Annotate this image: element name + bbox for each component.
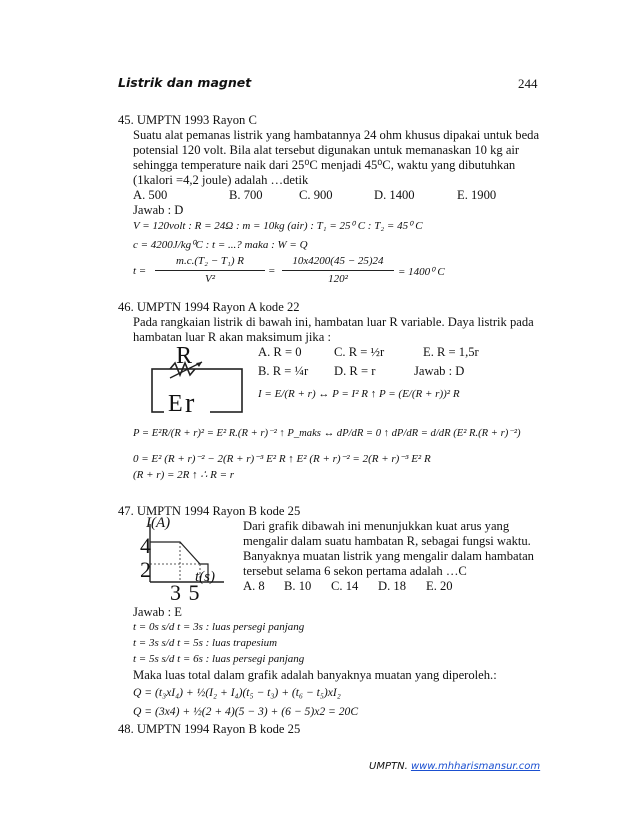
q45-body-2: potensial 120 volt. Bila alat tersebut digunakan untuk memanaskan 10 kg air xyxy=(133,143,520,157)
circuit-e-label: E xyxy=(168,391,183,417)
q45-eq3-eq: = xyxy=(268,265,276,277)
page-number: 244 xyxy=(518,76,538,91)
q45-eq2: c = 4200J/kg⁰C : t = ...? maka : W = Q xyxy=(133,239,308,251)
q46-body-2: hambatan luar R akan maksimum jika : xyxy=(133,330,331,344)
circuit-internal-r-label: r xyxy=(185,388,195,419)
q47-body-1: Dari grafik dibawah ini menunjukkan kuat arus yang xyxy=(243,519,510,533)
q46-body-1: Pada rangkaian listrik di bawah ini, hambatan luar R variable. Daya listrik pada xyxy=(133,315,534,329)
graph-y-tick-4: 4 xyxy=(140,533,151,558)
graph-x-axis-label: t(s) xyxy=(195,569,215,585)
q45-eq3-lhs: t = xyxy=(133,265,147,277)
q46-option-e: E. R = 1,5r xyxy=(423,345,479,359)
q45-body-1: Suatu alat pemanas listrik yang hambatannya 24 ohm khusus dipakai untuk beda xyxy=(133,128,540,142)
q45-eq3-num2: 10x4200(45 − 25)24 xyxy=(292,255,384,267)
q45-eq3-den2: 120² xyxy=(328,273,348,285)
q47-body-4: tersebut selama 6 sekon pertama adalah …C xyxy=(243,564,467,578)
q45-option-c: C. 900 xyxy=(299,188,333,202)
q45-option-b: B. 700 xyxy=(229,188,263,202)
q45-eq1: V = 120volt : R = 24Ω : m = 10kg (air) : T₁ = 25⁰ C : T₂ = 45⁰ C xyxy=(133,220,423,232)
q45-eq3-den: V² xyxy=(204,273,216,285)
circuit-r-label: R xyxy=(176,343,193,369)
footer-label: UMPTN. xyxy=(369,761,408,772)
q47-eq2: Q = (3x4) + ½(2 + 4)(5 − 3) + (6 − 5)x2 = 20C xyxy=(133,705,359,718)
q45-option-a: A. 500 xyxy=(133,188,168,202)
graph-y-tick-2: 2 xyxy=(140,557,151,582)
q47-answer: Jawab : E xyxy=(133,605,182,619)
graph-x-ticks: 3 5 xyxy=(170,580,201,605)
q47-option-a: A. 8 xyxy=(243,579,265,593)
q46-eq1: I = E/(R + r) ↔ P = I² R ↑ P = (E/(R + r))² R xyxy=(258,388,460,400)
q45-body-4: (1kalori =4,2 joule) adalah …detik xyxy=(133,173,309,187)
q46-eq4: (R + r) = 2R ↑ ∴ R = r xyxy=(133,469,235,481)
q46-answer: Jawab : D xyxy=(414,364,465,378)
q47-step-1: t = 0s s/d t = 3s : luas persegi panjang xyxy=(133,621,305,633)
graph-y-axis-label: I(A) xyxy=(146,515,171,531)
q46-option-d: D. R = r xyxy=(334,364,376,378)
q47-option-d: D. 18 xyxy=(378,579,406,593)
q47-conclusion: Maka luas total dalam grafik adalah banyaknya muatan yang diperoleh.: xyxy=(133,668,497,682)
q45-heading: 45. UMPTN 1993 Rayon C xyxy=(118,113,257,127)
footer-link[interactable]: www.mhharismansur.com xyxy=(410,761,541,772)
q47-step-3: t = 5s s/d t = 6s : luas persegi panjang xyxy=(133,653,305,665)
q48-heading: 48. UMPTN 1994 Rayon B kode 25 xyxy=(118,722,301,736)
q47-option-e: E. 20 xyxy=(426,579,453,593)
q45-answer: Jawab : D xyxy=(133,203,184,217)
q46-option-a: A. R = 0 xyxy=(258,345,302,359)
q47-option-c: C. 14 xyxy=(331,579,359,593)
q46-option-c: C. R = ½r xyxy=(334,345,385,359)
q47-option-b: B. 10 xyxy=(284,579,312,593)
q45-option-e: E. 1900 xyxy=(457,188,497,202)
q47-heading: 47. UMPTN 1994 Rayon B kode 25 xyxy=(118,504,301,518)
q47-body-3: Banyaknya muatan listrik yang mengalir dalam hambatan xyxy=(243,549,534,563)
q46-eq2: P = E²R/(R + r)² = E² R.(R + r)⁻² ↑ P_maks ↔ dP/dR = 0 ↑ dP/dR = d/dR (E² R.(R + r)⁻²) xyxy=(133,428,521,439)
q47-step-2: t = 3s s/d t = 5s : luas trapesium xyxy=(133,637,278,649)
q47-body-2: mengalir dalam suatu hambatan R, sebagai fungsi waktu. xyxy=(243,534,531,548)
q45-eq3-num: m.c.(T₂ − T₁) R xyxy=(176,255,244,267)
q45-eq3-res: = 1400⁰ C xyxy=(398,266,445,278)
q46-option-b: B. R = ¼r xyxy=(258,364,309,378)
q45-body-3: sehingga temperature naik dari 25⁰C menjadi 45⁰C, waktu yang dibutuhkan xyxy=(133,158,516,172)
q47-eq1: Q = (t₃xI₄) + ½(I₂ + I₄)(t₅ − t₃) + (t₆ − t₅)xI₂ xyxy=(133,686,341,699)
q45-option-d: D. 1400 xyxy=(374,188,415,202)
header-title: Listrik dan magnet xyxy=(118,75,252,90)
q46-heading: 46. UMPTN 1994 Rayon A kode 22 xyxy=(118,300,300,314)
footer xyxy=(369,761,540,772)
q46-eq3: 0 = E² (R + r)⁻² − 2(R + r)⁻³ E² R ↑ E² (R + r)⁻² = 2(R + r)⁻³ E² R xyxy=(133,453,431,465)
